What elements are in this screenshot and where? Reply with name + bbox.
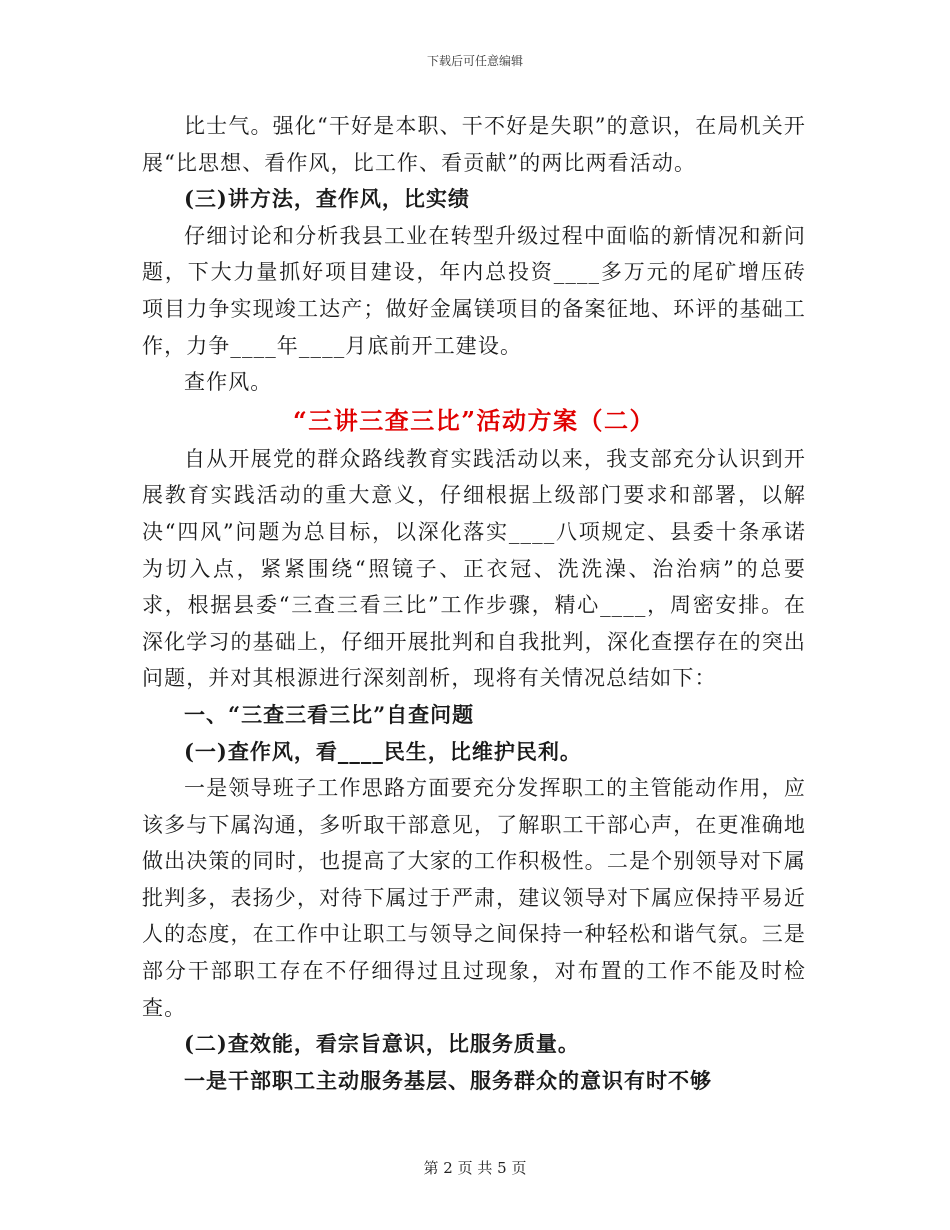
heading-subsection-2: (二)查效能，看宗旨意识，比服务质量。 <box>184 1031 580 1057</box>
paragraph-5: 一是领导班子工作思路方面要充分发挥职工的主管能动作用，应该多与下属沟通，多听取干部意见，了解职工干部心声，在更准确地做出决策的同时，也提高了大家的工作积极性。二是个别领导对下属批判多，表扬少，对待下属过于严肃，建议领导对下属应保持平易近人的态度，在工作中让职工与领导之间保持一种轻松和谐气氛。三是部分干部职工存在不仔细得过且过现象，对布置的工作不能及时检查。 <box>142 776 806 1020</box>
paragraph-3: 查作风。 <box>184 370 273 395</box>
paragraph-1: 比士气。强化“干好是本职、干不好是失职”的意识，在局机关开展“比思想、看作风，比工作、看贡献”的两比两看活动。 <box>142 114 806 175</box>
page-header: 下载后可任意编辑 <box>426 54 523 68</box>
heading-section-3: (三)讲方法，查作风，比实绩 <box>184 186 470 212</box>
paragraph-2: 仔细讨论和分析我县工业在转型升级过程中面临的新情况和新问题，下大力量抓好项目建设，年内总投资____多万元的尾矿增压砖项目力争实现竣工达产；做好金属镁项目的备案征地、环评的基础工作，力争____年____月底前开工建设。 <box>142 223 806 358</box>
heading-part-1: 一、“三查三看三比”自查问题 <box>184 701 475 727</box>
heading-subsection-1: (一)查作风，看____民生，比维护民利。 <box>184 738 582 764</box>
page-footer: 第 2 页 共 5 页 <box>423 1159 527 1177</box>
document-body <box>142 108 806 1099</box>
paragraph-6-bold: 一是干部职工主动服务基层、服务群众的意识有时不够 <box>184 1067 712 1093</box>
document-title: “三讲三查三比”活动方案（二） <box>292 405 656 435</box>
paragraph-4: 自从开展党的群众路线教育实践活动以来，我支部充分认识到开展教育实践活动的重大意义，仔细根据上级部门要求和部署，以解决“四风”问题为总目标，以深化落实____八项规定、县委十条承诺为切入点，紧紧围绕“照镜子、正衣冠、洗洗澡、治治病”的总要求，根据县委“三查三看三比”工作步骤，精心____，周密安排。在深化学习的基础上，仔细开展批判和自我批判，深化查摆存在的突出问题，并对其根源进行深刻剖析，现将有关情况总结如下： <box>142 446 806 691</box>
